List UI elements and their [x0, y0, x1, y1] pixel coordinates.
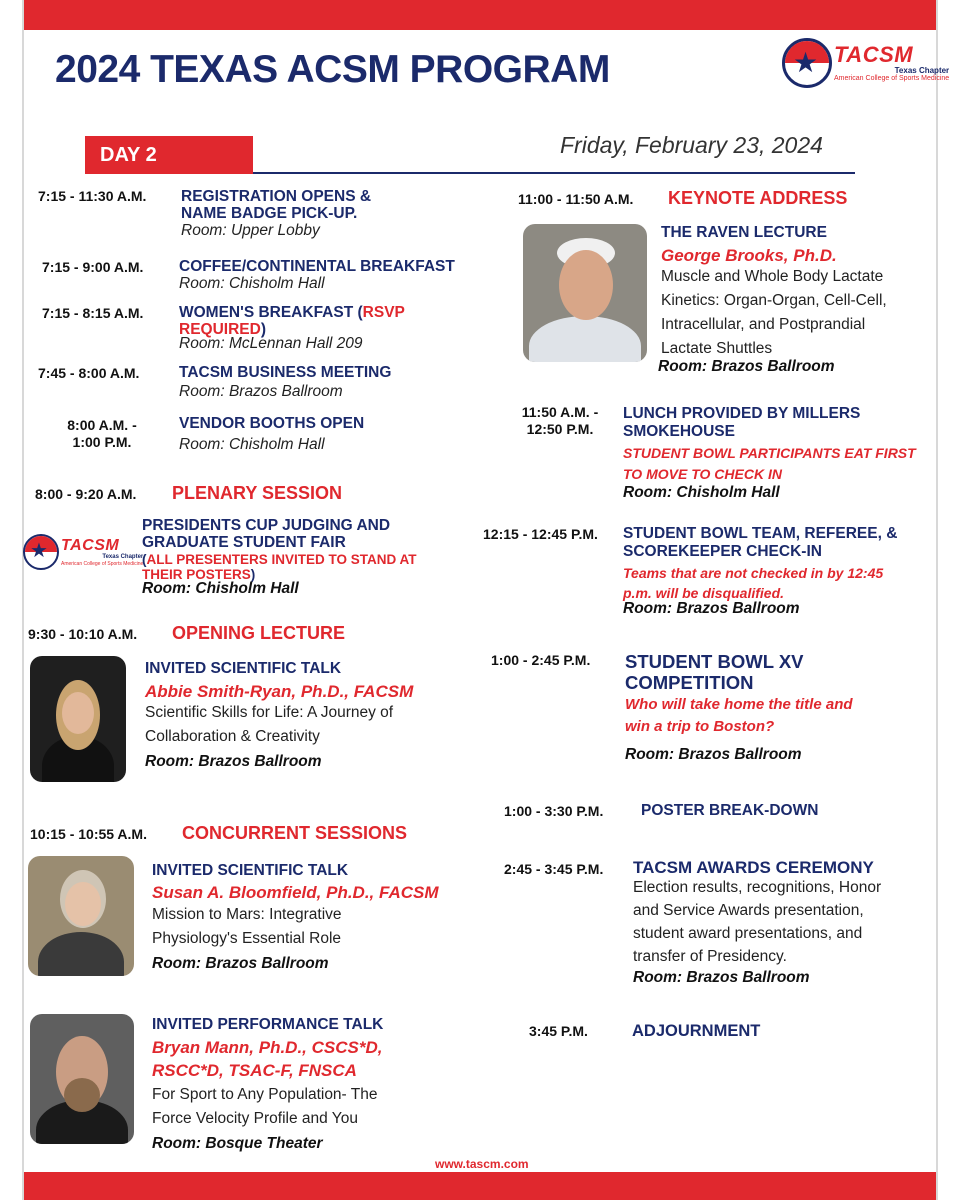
desc-awards-4: transfer of Presidency. [633, 948, 787, 965]
desc-bloomfield-1: Mission to Mars: Integrative [152, 906, 342, 923]
title-womens-breakfast: WOMEN'S BREAKFAST (RSVP [179, 304, 405, 321]
title-lunch-2: SMOKEHOUSE [623, 423, 735, 440]
speaker-photo-bloomfield [28, 856, 134, 976]
time-coffee: 7:15 - 9:00 A.M. [42, 259, 144, 275]
room-awards: Room: Brazos Ballroom [633, 969, 810, 986]
time-vendor-booths: 8:00 A.M. - 1:00 P.M. [67, 417, 137, 450]
room-mann: Room: Bosque Theater [152, 1135, 323, 1152]
time-business-meeting: 7:45 - 8:00 A.M. [38, 365, 140, 381]
room-keynote: Room: Brazos Ballroom [658, 358, 835, 375]
desc-opening-1: Scientific Skills for Life: A Journey of [145, 704, 394, 721]
speaker-bloomfield: Susan A. Bloomfield, Ph.D., FACSM [152, 883, 439, 902]
desc-keynote-1: Muscle and Whole Body Lactate [661, 268, 884, 285]
title-coffee: COFFEE/CONTINENTAL BREAKFAST [179, 258, 455, 275]
desc-mann-2: Force Velocity Profile and You [152, 1110, 358, 1127]
label-concurrent-sessions: CONCURRENT SESSIONS [182, 823, 408, 843]
title-presidents-cup-2: GRADUATE STUDENT FAIR [142, 534, 346, 551]
note-presenters: (ALL PRESENTERS INVITED TO STAND AT [142, 552, 417, 567]
day-label: DAY 2 [85, 136, 253, 174]
day-divider [253, 172, 855, 174]
label-keynote-address: KEYNOTE ADDRESS [668, 188, 848, 208]
logo-brand-small: TACSM [61, 536, 120, 554]
title-registration-1: REGISTRATION OPENS & [181, 188, 372, 205]
kind-raven-lecture: THE RAVEN LECTURE [661, 224, 827, 241]
room-womens-breakfast: Room: McLennan Hall 209 [179, 335, 363, 352]
note-check-in-1: Teams that are not checked in by 12:45 [623, 565, 884, 581]
note-posters: THEIR POSTERS) [142, 567, 256, 582]
desc-awards-1: Election results, recognitions, Honor [633, 879, 882, 896]
speaker-photo-smith-ryan [30, 656, 126, 782]
right-border [936, 0, 938, 1200]
desc-awards-3: student award presentations, and [633, 925, 863, 942]
tacsm-logo [782, 38, 949, 88]
left-border [22, 0, 24, 1200]
time-awards: 2:45 - 3:45 P.M. [504, 861, 604, 877]
desc-awards-2: and Service Awards presentation, [633, 902, 864, 919]
note-lunch-1: STUDENT BOWL PARTICIPANTS EAT FIRST [623, 445, 916, 461]
room-registration: Room: Upper Lobby [181, 222, 320, 239]
room-coffee: Room: Chisholm Hall [179, 275, 325, 292]
page-title: 2024 TEXAS ACSM PROGRAM [55, 48, 610, 91]
room-student-bowl: Room: Brazos Ballroom [625, 746, 802, 763]
texas-star-icon: ★ [23, 534, 59, 570]
time-adjournment: 3:45 P.M. [529, 1023, 588, 1039]
speaker-photo-brooks [523, 224, 647, 362]
time-keynote: 11:00 - 11:50 A.M. [518, 191, 634, 207]
title-vendor-booths: VENDOR BOOTHS OPEN [179, 415, 365, 432]
desc-keynote-4: Lactate Shuttles [661, 340, 773, 357]
room-opening-lecture: Room: Brazos Ballroom [145, 753, 322, 770]
title-rsvp-required: REQUIRED) [179, 321, 266, 338]
program-date: Friday, February 23, 2024 [560, 132, 823, 158]
texas-star-icon: ★ [782, 38, 832, 88]
logo-organization: American College of Sports Medicine [834, 74, 950, 82]
time-opening-lecture: 9:30 - 10:10 A.M. [28, 626, 138, 642]
note-student-bowl-2: win a trip to Boston? [625, 718, 775, 735]
label-plenary-session: PLENARY SESSION [172, 483, 343, 503]
time-registration: 7:15 - 11:30 A.M. [38, 188, 147, 204]
desc-keynote-3: Intracellular, and Postprandial [661, 316, 866, 333]
label-opening-lecture: OPENING LECTURE [172, 623, 346, 643]
kind-talk-bloomfield: INVITED SCIENTIFIC TALK [152, 862, 349, 879]
room-vendor-booths: Room: Chisholm Hall [179, 436, 325, 453]
title-business-meeting: TACSM BUSINESS MEETING [179, 364, 392, 381]
time-student-bowl: 1:00 - 2:45 P.M. [491, 652, 591, 668]
title-check-in-1: STUDENT BOWL TEAM, REFEREE, & [623, 525, 898, 542]
desc-opening-2: Collaboration & Creativity [145, 728, 320, 745]
time-poster-breakdown: 1:00 - 3:30 P.M. [504, 803, 604, 819]
top-red-bar [24, 0, 936, 30]
title-check-in-2: SCOREKEEPER CHECK-IN [623, 543, 822, 560]
time-check-in: 12:15 - 12:45 P.M. [483, 526, 598, 542]
time-plenary: 8:00 - 9:20 A.M. [35, 486, 137, 502]
room-check-in: Room: Brazos Ballroom [623, 600, 800, 617]
room-lunch: Room: Chisholm Hall [623, 484, 780, 501]
title-poster-breakdown: POSTER BREAK-DOWN [641, 802, 819, 819]
note-student-bowl-1: Who will take home the title and [625, 696, 853, 713]
kind-talk-mann: INVITED PERFORMANCE TALK [152, 1016, 384, 1033]
title-student-bowl-1: STUDENT BOWL XV [625, 651, 804, 672]
time-lunch: 11:50 A.M. - 12:50 P.M. [521, 404, 599, 437]
speaker-smith-ryan: Abbie Smith-Ryan, Ph.D., FACSM [145, 682, 414, 701]
tacsm-logo-small [23, 534, 143, 570]
desc-bloomfield-2: Physiology's Essential Role [152, 930, 342, 947]
logo-subtitle: Texas Chapter [894, 65, 950, 75]
title-awards-ceremony: TACSM AWARDS CEREMONY [633, 858, 874, 877]
room-bloomfield: Room: Brazos Ballroom [152, 955, 329, 972]
logo-brand: TACSM [834, 41, 914, 67]
kind-opening-talk: INVITED SCIENTIFIC TALK [145, 660, 342, 677]
desc-mann-1: For Sport to Any Population- The [152, 1086, 378, 1103]
title-adjournment: ADJOURNMENT [632, 1022, 761, 1040]
speaker-photo-mann [30, 1014, 134, 1144]
note-lunch-2: TO MOVE TO CHECK IN [623, 466, 782, 482]
bottom-red-bar [24, 1172, 936, 1200]
title-registration-2: NAME BADGE PICK-UP. [181, 205, 358, 222]
title-lunch-1: LUNCH PROVIDED BY MILLERS [623, 405, 861, 422]
speaker-brooks: George Brooks, Ph.D. [661, 246, 837, 265]
note-check-in-2: p.m. will be disqualified. [623, 585, 785, 601]
room-presidents-cup: Room: Chisholm Hall [142, 580, 299, 597]
time-womens-breakfast: 7:15 - 8:15 A.M. [42, 305, 144, 321]
title-student-bowl-2: COMPETITION [625, 672, 754, 693]
title-presidents-cup-1: PRESIDENTS CUP JUDGING AND [142, 517, 391, 534]
footer-url[interactable]: www.tascm.com [435, 1157, 529, 1171]
logo-subtitle-small: Texas Chapter [102, 553, 144, 560]
speaker-mann-1: Bryan Mann, Ph.D., CSCS*D, [152, 1038, 383, 1057]
time-concurrent-sessions: 10:15 - 10:55 A.M. [30, 826, 147, 842]
desc-keynote-2: Kinetics: Organ-Organ, Cell-Cell, [661, 292, 887, 309]
room-business-meeting: Room: Brazos Ballroom [179, 383, 343, 400]
speaker-mann-2: RSCC*D, TSAC-F, FNSCA [152, 1061, 357, 1080]
logo-organization-small: American College of Sports Medicine [61, 560, 144, 567]
